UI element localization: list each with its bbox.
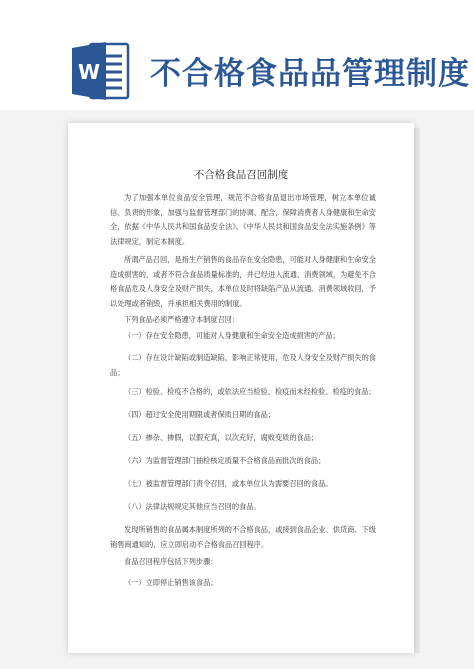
list-item-7: （七）被监督管理部门责令召回，或本单位认为需要召回的食品。: [124, 479, 333, 488]
banner-title: 不合格食品品管理制度: [150, 56, 470, 92]
list-item-1: （一）存在安全隐患，可能对人身健康和生命安全造成损害的产品；: [124, 331, 340, 340]
header-banner: [0, 0, 474, 110]
document-title: 不合格食品召回制度: [193, 169, 289, 181]
list-item-5: （五）掺杂、掺假，以假充真，以次充好，腐败变质的食品；: [124, 433, 319, 442]
word-document-icon: [72, 40, 130, 102]
svg-text:W: W: [77, 60, 101, 84]
step-item-1: （一）立即停止销售该食品；: [124, 578, 218, 587]
list-item-4: （四）超过安全使用期限或者保质日期的食品；: [124, 410, 275, 419]
paragraph-discovery: 发现所销售的食品属本制度所列的不合格食品，或接到食品企业、供货商、下级销售商通知的，应立即启动不合格食品召回程序。: [110, 525, 376, 549]
document-page: [68, 123, 414, 653]
paragraph-list-heading: 下列食品必须严格遵守本制度召回：: [124, 315, 240, 324]
list-item-6: （六）为监督管理部门抽检核定质量不合格食品而批次的食品；: [124, 456, 326, 465]
list-item-3: （三）检验、检疫不合格的，或依法应当检验、检疫而未经检验、检疫的食品；: [124, 387, 376, 396]
paragraph-steps-heading: 食品召回程序包括下列步骤：: [124, 557, 218, 566]
list-item-8: （八）法律法规规定其他应当召回的食品。: [124, 502, 261, 511]
paragraph-definition: 所谓产品召回，是指生产销售的食品存在安全隐患，可能对人身健康和生命安全造成损害的，或者不符合食品质量标准的，并已经进入流通、消费领域，为避免不合格食品危及人身安全及财产损失，本单位及时将缺陷产品从流通、消费领域收回，予以处理或者销毁，并承担相关费用的制度。: [110, 255, 376, 308]
paragraph-intro: 为了加强本单位食品安全管理，规范不合格食品退出市场管理，树立本单位诚信、负责的形象，加强与监督管理部门的协调、配合，保障消费者人身健康和生命安全，依据《中华人民共和国食品安全法》、《中华人民共和国食品安全法实施条例》等法律规定，制定本制度。: [110, 193, 376, 246]
list-item-2: （二）存在设计缺陷或制造缺陷，影响正常使用，危及人身安全及财产损失的食品；: [110, 353, 376, 377]
